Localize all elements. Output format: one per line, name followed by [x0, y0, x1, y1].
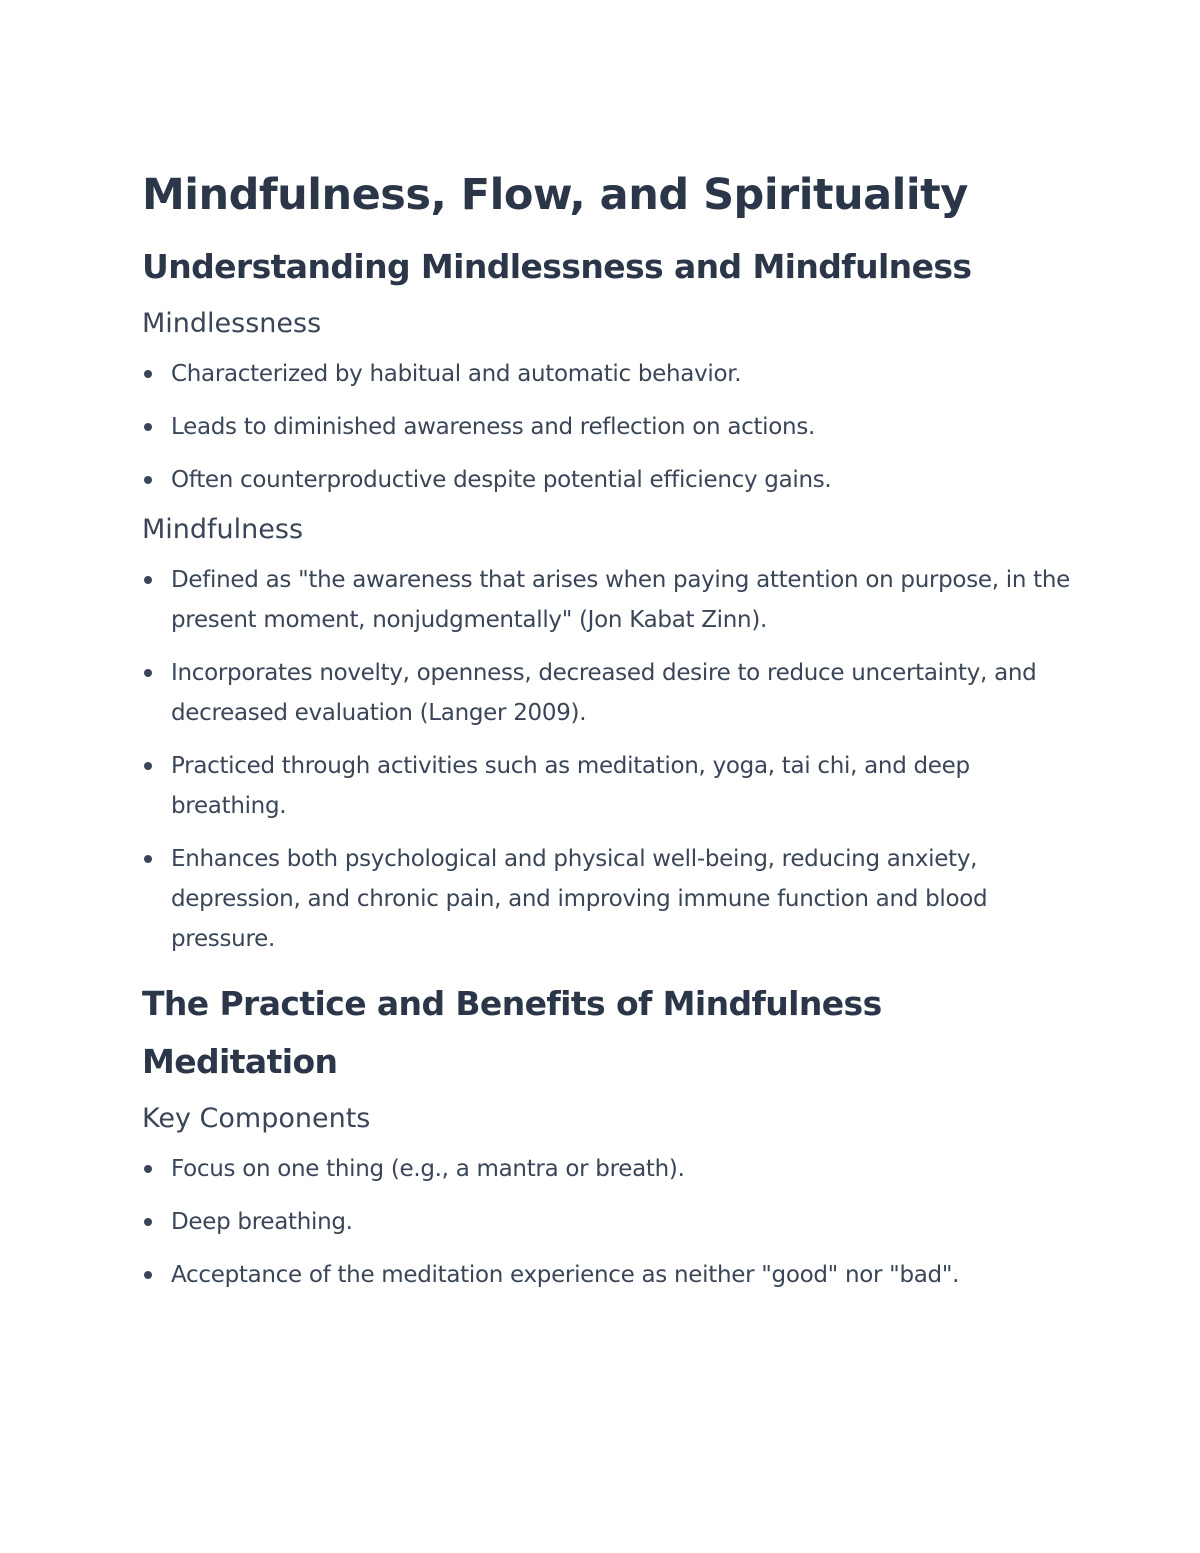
subsection-heading: Mindfulness — [142, 514, 304, 545]
bullet-icon — [144, 669, 152, 677]
list-item — [142, 1255, 1072, 1295]
subsection-heading: Key Components — [142, 1103, 371, 1134]
list-item — [142, 560, 1072, 640]
subsection-heading: Mindlessness — [142, 308, 322, 339]
document-title: Mindfulness, Flow, and Spirituality — [142, 170, 968, 220]
list-item-text: Practiced through activities such as meditation, yoga, tai chi, and deep breathing. — [171, 753, 970, 819]
list-item-text: Defined as "the awareness that arises when paying attention on purpose, in the present moment, nonjudgmentally" (Jon Kabat Zinn). — [171, 567, 1070, 633]
bullet-icon — [144, 1271, 152, 1279]
list-item-text: Leads to diminished awareness and reflection on actions. — [171, 414, 816, 440]
bullet-list — [142, 560, 1072, 959]
bullet-icon — [144, 476, 152, 484]
bullet-icon — [144, 855, 152, 863]
list-item — [142, 1202, 1072, 1242]
bullet-list — [142, 354, 1072, 500]
list-item-text: Incorporates novelty, openness, decreased desire to reduce uncertainty, and decreased evaluation (Langer 2009). — [171, 660, 1037, 726]
bullet-icon — [144, 423, 152, 431]
list-item-text: Often counterproductive despite potential efficiency gains. — [171, 467, 832, 493]
bullet-icon — [144, 1218, 152, 1226]
bullet-icon — [144, 576, 152, 584]
list-item-text: Deep breathing. — [171, 1209, 353, 1235]
list-item-text: Characterized by habitual and automatic behavior. — [171, 361, 742, 387]
list-item — [142, 407, 1072, 447]
list-item-text: Enhances both psychological and physical well-being, reducing anxiety, depression, and chronic pain, and improving immune function and blood pressure. — [171, 846, 988, 952]
list-item — [142, 460, 1072, 500]
list-item — [142, 354, 1072, 394]
document-page — [142, 160, 1072, 1295]
list-item — [142, 839, 1072, 959]
section-heading: Understanding Mindlessness and Mindfulness — [142, 247, 972, 286]
bullet-list — [142, 1149, 1072, 1295]
section-heading: The Practice and Benefits of Mindfulness Meditation — [142, 984, 882, 1081]
bullet-icon — [144, 1165, 152, 1173]
list-item — [142, 746, 1072, 826]
bullet-icon — [144, 762, 152, 770]
list-item — [142, 653, 1072, 733]
list-item-text: Acceptance of the meditation experience as neither "good" nor "bad". — [171, 1262, 960, 1288]
list-item-text: Focus on one thing (e.g., a mantra or breath). — [171, 1156, 685, 1182]
bullet-icon — [144, 370, 152, 378]
list-item — [142, 1149, 1072, 1189]
